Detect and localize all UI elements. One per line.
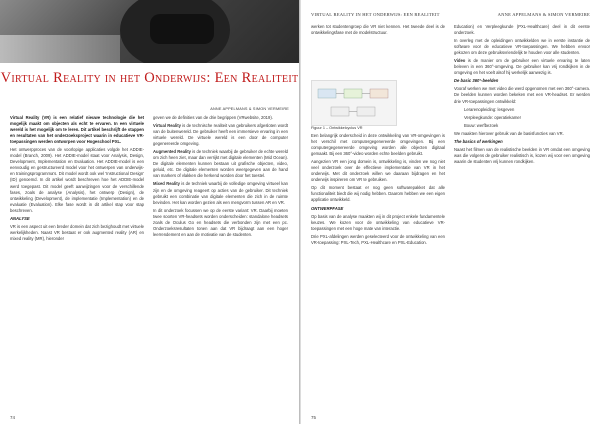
body-paragraph: Naast het filmen van de realistische beelden in VR omdat een omgeving was die volgens de gebruiker realistisch is, kozen wij voor een omgeving waarin de studenten vrij kunnen rondkijken. [454, 146, 590, 164]
page-number: 74 [10, 415, 16, 420]
lead-paragraph: Virtual Reality (VR) is een relatief nieuwe technologie die het mogelijk maakt om objecten als echt te ervaren. In een virtuele wereld is het mogelijk om te leren. Dit artikel beschrijft de stappen en resultaten van het onderzoeksproject waarin in educatieve VR-toepassingen werden ontworpen voor Hogeschool PXL. [10, 115, 144, 145]
list-item: Verpleegkunde: operatiekamer [464, 114, 522, 120]
development-cycle-figure [311, 80, 397, 126]
body-paragraph: Drie PXL-afdelingen werden geselecteerd voor de ontwikkeling van een VR-toepassing: PXL-Tech, PXL-Healthcare en PXL-Education. [311, 233, 445, 245]
body-paragraph: geven we de definities van de drie begrippen (VRwebsite, 2019). [153, 115, 273, 120]
body-paragraph: In overleg met de opleidingen ontwikkelden we in eerste instantie de software voor de educatieve VR-toepassingen. We hebben ervoor gekozen om deze gebruiksvriendelijk te houden voor alle studenten. [454, 38, 590, 56]
section-heading-basics: The basics of werkingen [454, 138, 503, 144]
section-heading-ontwerpfase: ONTWERPFASE [311, 205, 344, 211]
left-column-1 [10, 115, 144, 244]
left-column-2 [153, 115, 288, 240]
right-page [301, 0, 600, 424]
body-paragraph: Aangezien VR een jong domein is, ontwikkeling is, vinden we nog niet veel onderzoek over de effectieve implementatie van VR in het onderwijs. Met dit onderzoek willen we daaraan bijdragen en het onderwijs inspireren om VR te gebruiken. [311, 159, 445, 183]
definition-vr: Virtual Reality is de technische realiteit van gebruikers afgesloten wordt van de buitenwereld. De gebruiker heeft een immersieve ervaring in een virtuele wereld. De virtuele wereld is een door de computer gegenereerde omgeving. [153, 123, 288, 147]
body-paragraph: Een belangrijk onderscheid in deze ontwikkeling van VR-omgevingen is het verschil met computergegenereerde omgevingen. Bij een computergegenereerde omgeving worden alle objecten digitaal gemaakt. Bij een 360°-video worden echte beelden gebruikt. [311, 133, 445, 157]
running-head-title: VIRTUAL REALITY IN HET ONDERWIJS: EEN REALITEIT [311, 12, 440, 17]
article-authors: ANNE APPELMANS & SIMON VERMEIRE [210, 107, 289, 111]
definition-ar: Augmented Reality is de techniek waarbij de gebruiker de echte wereld om zich heen ziet, maar dan verrijkt met digitale elementen (Mid Ocean). De digitale elementen kunnen bestaan uit grafische objecten, video, geluid, etc. De digitale elementen worden weergegeven aan de hand van markers of vlakken die herkend worden door het toestel. [153, 149, 288, 179]
figure-caption: Figuur 1 – Ontwikkelcyclus VR [311, 126, 363, 130]
cycle-diagram [312, 81, 396, 125]
body-paragraph: Vooraf werken we met video die werd opgenomen met een 360°-camera. De beelden kunnen worden bekeken met een VR-headset. Er werden drie VR-toepassingen ontwikkeld: [454, 86, 590, 104]
body-paragraph: In dit onderzoek focussen we op de eerste variant: VR. Daarbij moeten twee soorten VR-headsets worden onderscheiden: standalone headsets zoals de Oculus Go en headsets die verbonden zijn met een pc. Onderzoeksresultaten tonen aan dat VR bijdraagt aan een hoger leerrendement en aan de motivatie van de studenten. [153, 207, 288, 237]
definition-video: Video is de manier om de gebruiker een virtuele ervaring te laten beleven in een 360°-omgeving. De gebruiker kan vrij rondkijken in de omgeving en het voelt alsof hij werkelijk aanwezig is. [454, 58, 590, 76]
running-head-authors: ANNE APPELMANS & SIMON VERMEIRE [497, 12, 590, 17]
section-heading-360: De basic 360°-beelden [454, 78, 499, 84]
body-paragraph: werken tot studentengroep die VR niet kennen. Het tweede deel is de ontwikkelingsfase met de modelstructuur. [311, 24, 445, 36]
list-item: Bouw: werfbezoek [464, 122, 499, 128]
definition-mr: Mixed Reality is de techniek waarbij de volledige omgeving virtueel kan zijn en de omgeving reageert op acties van de gebruiker. Dit techniek gebruikt een combinatie van digitale elementen die zich in de ruimte bevinden. Het kan worden gezien als een mengvorm tussen AR en VR. [153, 181, 288, 205]
right-column-2 [454, 24, 590, 167]
vr-headset-photo [0, 0, 299, 63]
right-column-1-top [311, 24, 445, 38]
right-column-1 [311, 133, 445, 248]
body-paragraph: Op basis van de analyse maakten wij in dit project enkele fundamentele keuzes. We kozen voor de ontwikkeling van educatieve VR-toepassingen met een hoge mate van interactie. [311, 213, 445, 231]
body-paragraph: VR is een aspect uit een breder domein dat zich bezighoudt met virtuele werkelijkheden. Naast VR bestaat er ook augmented reality (AR) en mixed reality (MR), hieronder [10, 223, 144, 241]
body-paragraph: Education) en Verpleegkunde (PXL-Healthcare) deel in dit eerste onderzoek. [454, 24, 590, 36]
body-paragraph: Op dit moment bestaat er nog geen softwarepakket dat alle functionaliteit biedt die wij nodig hebben. Daarom hebben we een eigen applicatie ontwikkeld. [311, 185, 445, 203]
body-paragraph: We maakten hierover gebruik van de basisfuncties van VR. [454, 130, 564, 136]
body-paragraph: Het ontwerpproces van de voorlopige applicaties volgde het ADDIE-model (Branch, 2009). Het ADDIE-model staat voor Analysis, Design, Development, Implementation en Evaluation. Het ADDIE-model is een eenvoudig en gestructureerd model voor het ontwerpen van onderwijs- en trainingsprogramma's. Dit model wordt ook wel 'Instructional Design' (ID) genoemd. In dit artikel wordt beschreven hoe het ADDIE-model werd toegepast. Dit model geeft aanwijzingen voor de verschillende fases, zoals de analyse (Analysis), het ontwerp (Design), de ontwikkeling (Development), de implementatie (Implementation) en de evaluatie (Evaluation). Elke fase wordt in dit artikel stap voor stap beschreven. [10, 147, 144, 213]
article-title: Virtual Reality in het Onderwijs: Een Realiteit [0, 70, 299, 86]
list-item: Lerarenopleiding: lesgeven [464, 106, 515, 112]
section-heading-analyse: ANALYSE [10, 215, 30, 221]
page-number: 75 [311, 415, 317, 420]
